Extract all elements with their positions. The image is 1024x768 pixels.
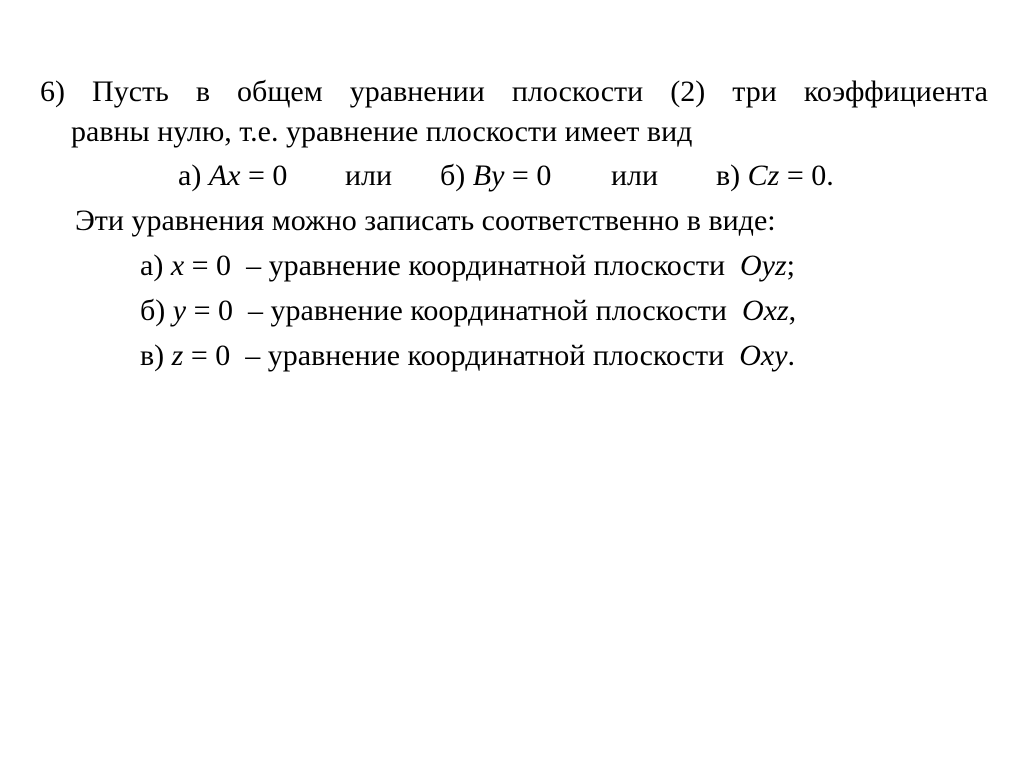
case-a-punct: ; <box>786 249 796 282</box>
paragraph-6-line-1 <box>40 77 988 107</box>
equation-a <box>178 161 287 191</box>
case-b-plane-o: O <box>741 294 764 327</box>
case-b-var: y <box>172 294 187 327</box>
case-c-plane-axes: xy <box>760 339 788 372</box>
case-c-punct: . <box>787 339 796 372</box>
equation-b <box>440 161 551 191</box>
case-a-plane-o: O <box>740 249 762 282</box>
or-1-text: или <box>345 159 393 192</box>
case-c-var: z <box>171 339 184 372</box>
case-a-eq: = 0 <box>184 249 232 282</box>
equation-c <box>716 161 834 191</box>
case-a-text: – уравнение координатной плоскости <box>246 249 725 282</box>
equation-c-coef: C <box>747 159 768 192</box>
equation-ref: (2) <box>670 75 706 108</box>
case-a-label: а) <box>140 249 164 282</box>
equation-c-rest: = 0. <box>779 159 834 192</box>
equation-a-coef: A <box>208 159 228 192</box>
case-a <box>140 251 795 281</box>
case-b-punct: , <box>788 294 797 327</box>
case-b-plane-axes: xz <box>763 294 789 327</box>
intro-text: Эти уравнения можно записать соответственно в виде: <box>75 204 776 237</box>
equation-b-rest: = 0 <box>504 159 552 192</box>
equation-c-var: z <box>767 159 780 192</box>
equation-a-var: x <box>227 159 241 192</box>
or-1 <box>345 161 392 191</box>
case-c-label: в) <box>140 339 165 372</box>
or-2 <box>611 161 658 191</box>
equation-a-label: а) <box>178 159 202 192</box>
paragraph-6-line-2-text: равны нулю, т.е. уравнение плоскости имеет вид <box>71 115 693 148</box>
paragraph-6-lead: 6) Пусть в общем уравнении плоскости <box>40 75 644 108</box>
equation-b-coef: B <box>472 159 492 192</box>
case-b-label: б) <box>140 294 166 327</box>
intro-line <box>75 206 776 236</box>
paragraph-6-tail: три коэффициента <box>732 75 989 108</box>
case-c-text: – уравнение координатной плоскости <box>245 339 725 372</box>
case-c <box>140 341 795 371</box>
equation-a-rest: = 0 <box>240 159 288 192</box>
case-c-eq: = 0 <box>183 339 231 372</box>
case-a-var: x <box>170 249 185 282</box>
equation-b-label: б) <box>440 159 466 192</box>
equation-b-var: y <box>491 159 505 192</box>
paragraph-6-line-2 <box>71 117 692 147</box>
equation-c-label: в) <box>716 159 741 192</box>
case-c-plane-o: O <box>739 339 761 372</box>
or-2-text: или <box>611 159 659 192</box>
case-b <box>140 296 796 326</box>
case-a-plane-axes: yz <box>761 249 787 282</box>
case-b-text: – уравнение координатной плоскости <box>248 294 727 327</box>
case-b-eq: = 0 <box>186 294 234 327</box>
